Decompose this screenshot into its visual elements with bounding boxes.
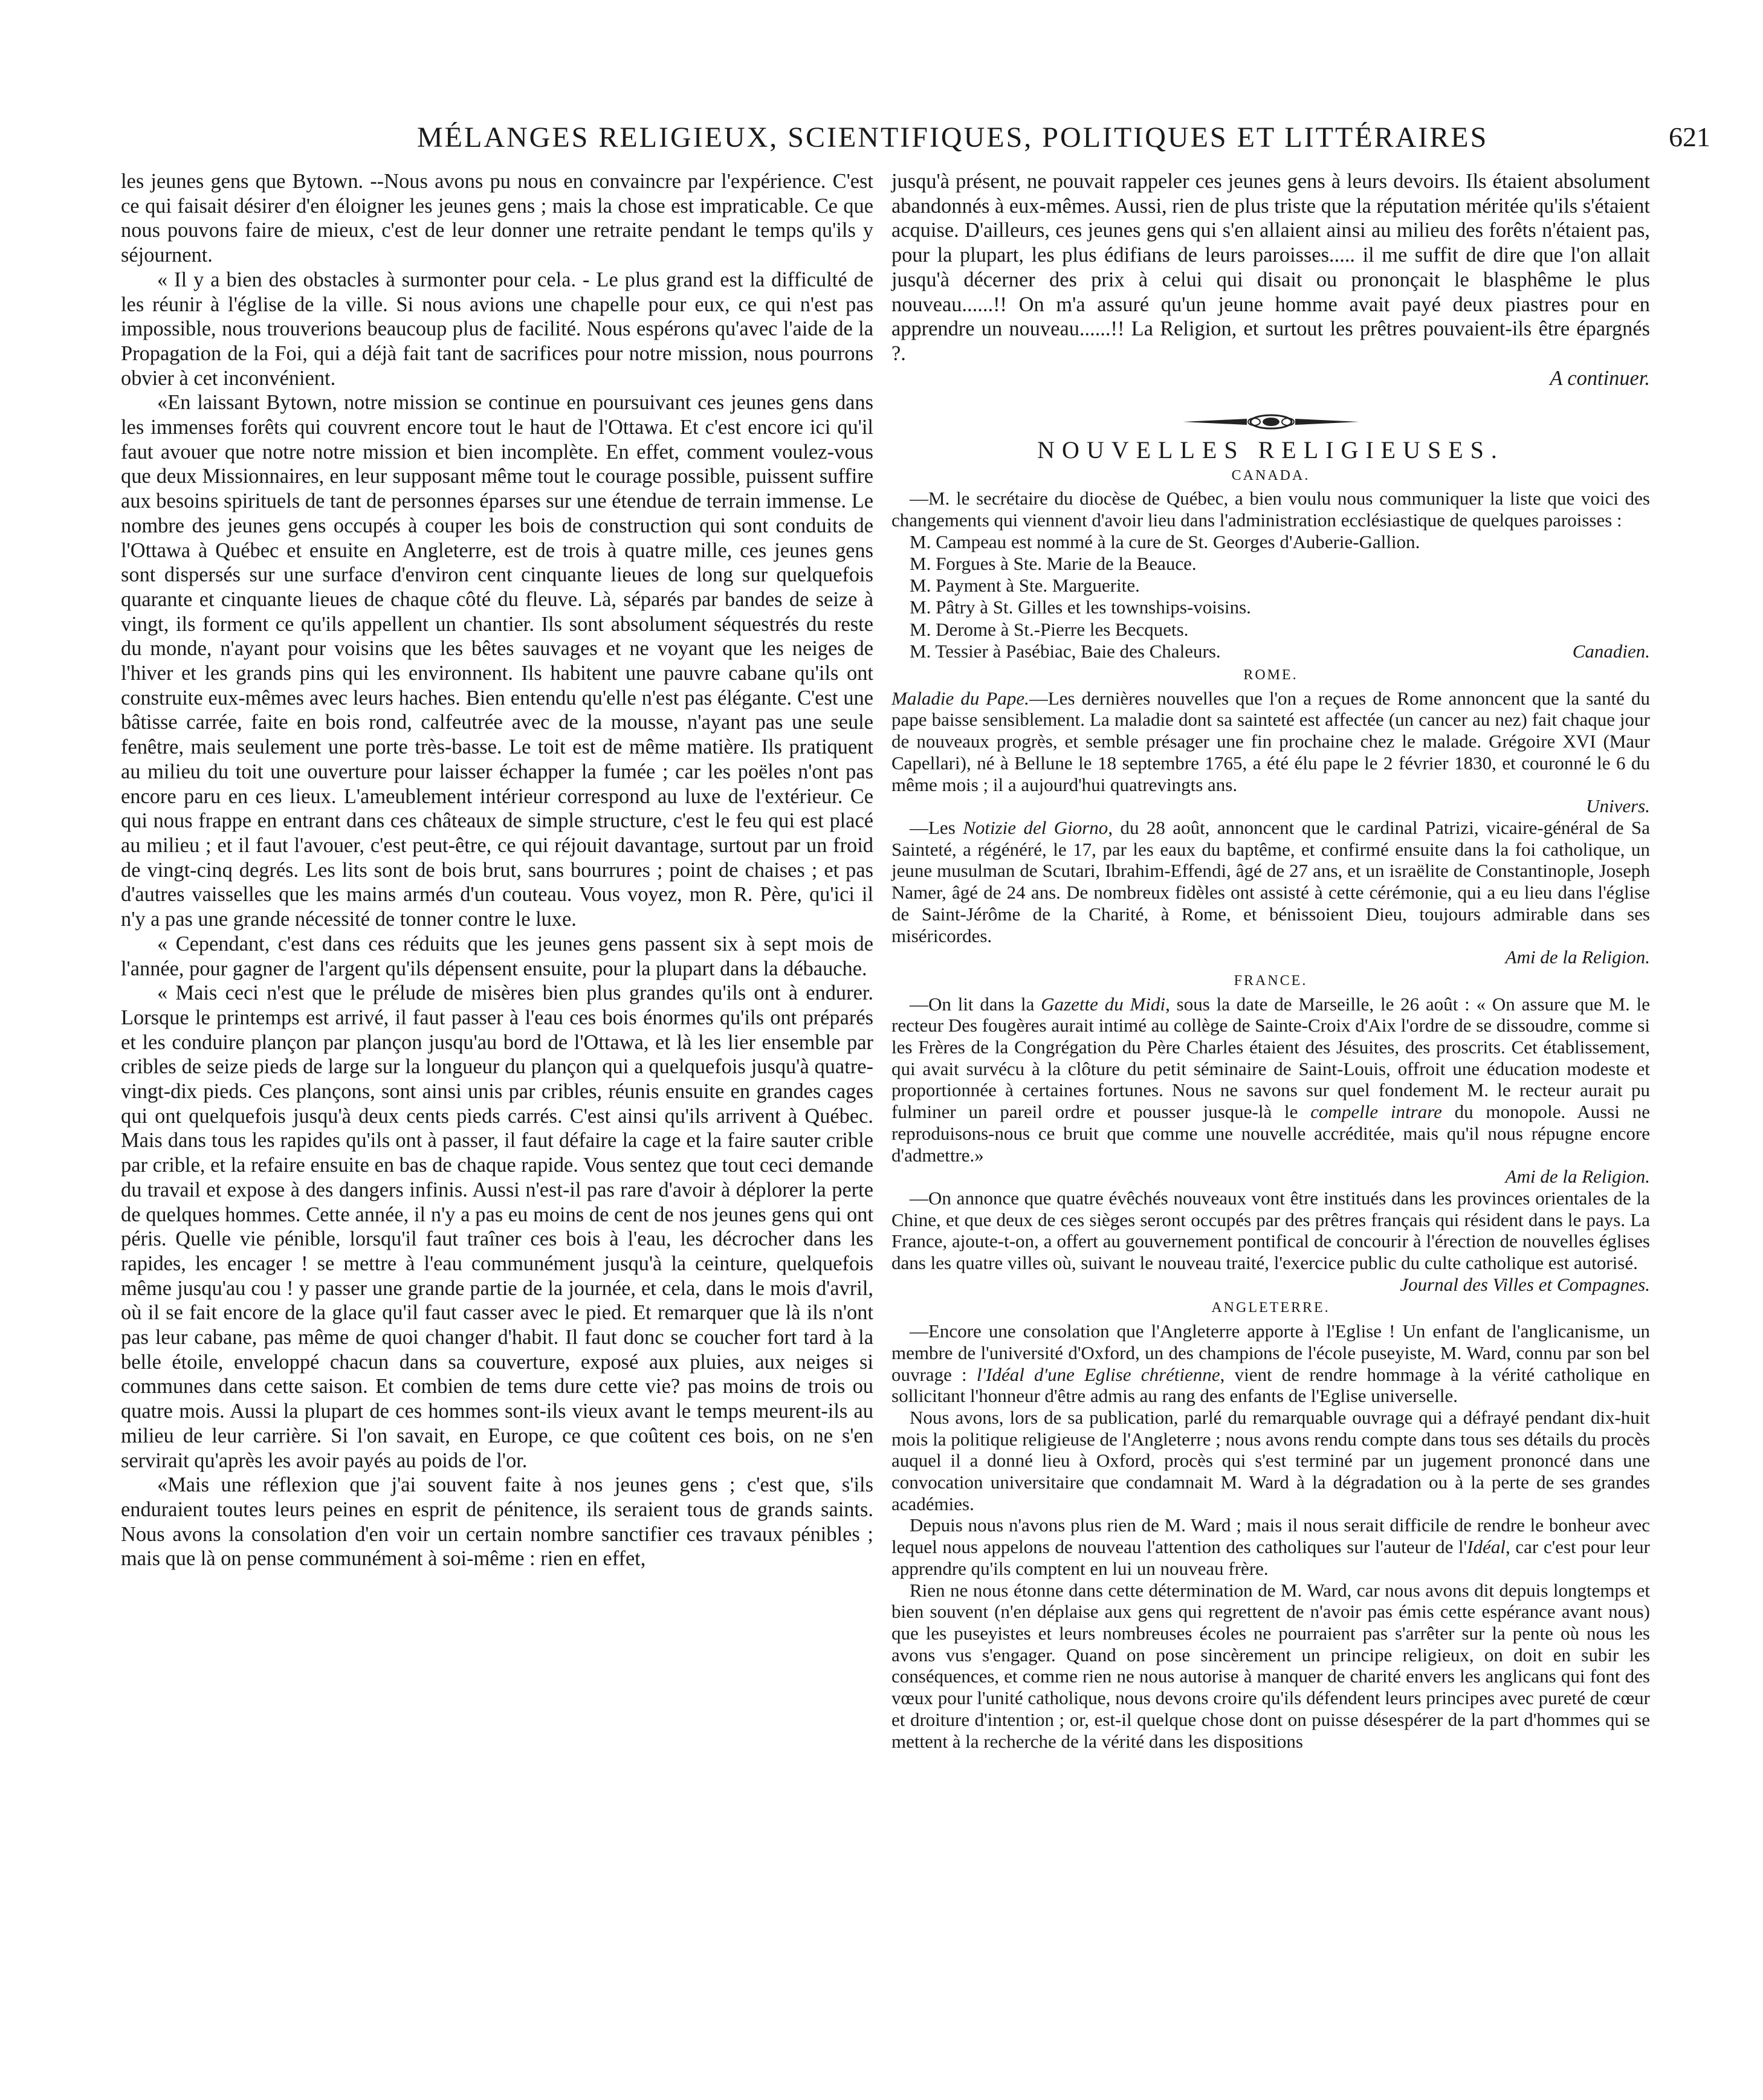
ornament-divider [891,411,1650,436]
item-italic: Idéal [1467,1536,1506,1558]
source-credit: Journal des Villes et Compagnes. [1400,1273,1650,1295]
appointments-list [910,531,1650,662]
item-body-end: , car c'est pour leur apprendre qu'ils comptent en lui un nouveau frère. [891,1536,1650,1579]
paragraph: les jeunes gens que Bytown. --Nous avons pu nous en convaincre par l'expérience. C'est ce qui faisait désirer d'en éloigner les jeunes gens ; mais la chose est impraticable. Ce que nous pouvons faire de mieux, c'est de leur donner une retraite pendant le temps qu'ils y séjournent. [121,170,873,267]
item-title: Notizie del Giorno [963,816,1108,838]
paragraph: « Il y a bien des obstacles à surmonter pour cela. - Le plus grand est la difficulté de les réunir à l'église de la ville. Si nous avions une chapelle pour eux, ce qui n'est pas impossible, nous trouverions beaucoup plus de facilité. Nous espérons qu'avec l'aide de la Propagation de la Foi, qui a déjà fait tant de sacrifices pour notre mission, nous pourrons obvier à cet inconvénient. [121,268,873,390]
item-body: —Encore une consolation que l'Angleterre apporte à l'Eglise ! Un enfant de l'anglicanisme, un membre de l'université d'Oxford, un des champions de l'école puseyiste, M. Ward, connu par son bel ouvrage : [891,1320,1650,1385]
paragraph: « Cependant, c'est dans ces réduits que les jeunes gens passent six à sept mois de l'année, pour gagner de l'argent qu'ils dépensent ensuite, pour la plupart dans la débauche. [121,932,873,980]
paragraph [891,1514,1650,1579]
subheading-rome: ROME. [1243,667,1298,683]
paragraph [891,817,1650,946]
section-title: NOUVELLES RELIGIEUSES. [1037,436,1504,464]
list-item: M. Pâtry à St. Gilles et les townships-voisins. [910,596,1251,618]
item-title: Maladie du Pape. [891,687,1029,709]
item-body-end: , vient de rendre hommage à la vérité catholique en sollicitant l'honneur d'être admis au rang des enfants de l'Eglise universelle. [891,1363,1650,1407]
ornament-icon [1180,414,1362,430]
item-title: Gazette du Midi [1041,993,1166,1015]
subheading-france: FRANCE. [1234,972,1308,989]
paragraph: « Mais ceci n'est que le prélude de misères bien plus grandes qu'ils ont à endurer. Lorsque le printemps est arrivé, il faut passer à l'eau ces bois énormes qu'ils ont préparés et les conduire plançon par plançon jusqu'au bord de l'Ottawa, et là les lier ensemble par cribles de seize pieds de large sur la longueur du plançon qui a quelquefois jusqu'à quatre-vingt-dix pieds. Ces plançons, sont ainsi unis par cribles, réunis ensuite en grandes cages qui ont quelquefois jusqu'à deux cents pieds carrés. C'est ainsi qu'ils arrivent à Québec. Mais dans tous les rapides qu'ils ont à passer, il faut défaire la cage et la faire sauter crible par crible, et la refaire ensuite en bas de chaque rapide. Vous sentez que tout ceci demande du travail et expose à des dangers infinis. Aussi n'est-il pas rare d'avoir à déplorer la perte de quelques hommes. Cette année, il n'y a pas eu moins de cent de nos jeunes gens qui ont péris. Quelle vie pénible, lorsqu'il faut traîner ces bois à l'eau, les décrocher dans les rapides, les encager ! se mettre à l'eau communément jusqu'à la ceinture, quelquefois même jusqu'au cou ! y passer une grande partie de la journée, et cela, dans le mois d'avril, où il se fait encore de la glace qu'il faut casser avec le pied. Et remarquer que là ils n'ont pas leur cabane, pas même de quoi changer d'habit. Il faut donc se coucher fort tard à la belle étoile, enveloppé chacun dans sa couverture, exposé aux pluies, aux neiges si communes dans cette saison. Et combien de tems dure cette vie? pas moins de trois ou quatre mois. Aussi la plupart de ces hommes sont-ils vieux avant le temps meurent-ils au milieu de leur carrière. Si l'on savait, en Europe, ce que coûtent ces bois, on ne s'en servirait qu'après les avoir payés au poids de l'or. [121,981,873,1472]
paragraph: —M. le secrétaire du diocèse de Québec, a bien voulu nous communiquer la liste que voici des changements qui viennent d'avoir lieu dans l'administration ecclésiastique de quelques paroisses : [891,488,1650,531]
list-item: M. Forgues à Ste. Marie de la Beauce. [910,553,1197,575]
continuation-paragraph: jusqu'à présent, ne pouvait rappeler ces jeunes gens à leurs devoirs. Ils étaient absolument abandonnés à eux-mêmes. Aussi, rien de plus triste que la réputation méritée qu'ils s'étaient acquise. D'ailleurs, ces jeunes gens qui s'en allaient ainsi au milieu des forêts n'étaient pas, pour la plupart, les plus édifians de leurs paroisses..... il me suffit de dire que l'on allait jusqu'à décerner des prix à celui qui disait ou prononçait le blasphême le plus nouveau......!! On m'a assuré qu'un jeune homme avait payé deux piastres pour en apprendre un nouveau......!! La Religion, et surtout les prêtres pouvaient-ils être épargnés ?. [891,170,1650,365]
list-item: M. Campeau est nommé à la cure de St. Georges d'Auberie-Gallion. [910,531,1420,552]
paragraph [891,1320,1650,1407]
right-column [891,169,1650,1752]
paragraph: Nous avons, lors de sa publication, parlé du remarquable ouvrage qui a défrayé pendant dix-huit mois la politique religieuse de l'Angleterre ; nous avons rendu compte dans tous ses détails du procès auquel il a donné lieu à Oxford, procès qui s'est terminé par un jugement prononcé dans une convocation universitaire que condamnait M. Ward à la dégradation ou à la perte de ses grandes académies. [891,1406,1650,1514]
item-prefix: —On lit dans la [910,993,1041,1015]
page-number: 621 [1669,121,1710,152]
continuation-signature: A continuer. [1550,366,1650,390]
item-body: , du 28 août, annoncent que le cardinal Patrizi, vicaire-général de Sa Sainteté, a régénéré, le 17, par les eaux du baptême, et confirmé ensuite dans la foi catholique, un jeune musulman de Scutari, Ibrahim-Effendi, âgé de 27 ans, et un israëlite de Constantinople, Joseph Namer, âgé de 24 ans. De nombreux fidèles ont assisté à cette cérémonie, qui a eu lieu dans l'église de Saint-Jérôme de la Charité, à Rome, et bénissoient Dieu, toujours admirable dans ses miséricordes. [891,816,1650,946]
left-column [121,169,873,1571]
source-credit: Ami de la Religion. [1505,1166,1650,1187]
news-canada [891,465,1650,1752]
paragraph: «En laissant Bytown, notre mission se continue en poursuivant ces jeunes gens dans les immenses forêts qui couvrent encore tout le haut de l'Ottawa. Et c'est encore ici qu'il faut avouer que notre notre mission et bien incomplète. En effet, comment voulez-vous que deux Missionnaires, en leur supposant même tout le courage possible, puissent suffire aux besoins spirituels de tant de personnes éparses sur une étendue de terrain immense. Le nombre des jeunes gens occupés à couper les bois de construction qui sont conduits de l'Ottawa à Québec et ensuite en Angleterre, est de trois à quatre mille, ces jeunes gens sont dispersés sur une surface d'environ cent cinquante lieues de long sur quelquefois quarante et cinquante lieues de chaque côté du fleuve. Là, séparés par bandes de seize à vingt, ils forment ce qu'ils appellent un chantier. Ils sont absolument séquestrés du reste du monde, n'ayant pour voisins que les bêtes sauvages et ne voyant que les neiges de l'hiver et les grands pins qui les environnent. Ils habitent une pauvre cabane qu'ils ont construite eux-mêmes avec leurs haches. Bien entendu qu'elle n'est pas élégante. C'est une bâtisse carrée, faite en bois rond, calfeutrée avec de la mousse, n'ayant pas une seule fenêtre, mais seulement une porte très-basse. Le toit est de même matière. Ils pratiquent au milieu du toit une ouverture pour laisser échapper la fumée ; car les poëles n'ont pas encore paru en ces lieux. L'ameublement intérieur correspond au luxe de l'extérieur. Ce qui nous frappe en entrant dans ces châteaux de simple structure, c'est le feu qui est placé au milieu ; et il faut l'avouer, c'est peut-être, ce qui réjouit davantage, surtout par un froid de vingt-cinq degrés. Les lits sont de bois brut, sans bourrures ; point de chaises ; et pas d'autres vaisselles que les mains armés d'un couteau. Vous voyez, mon R. Père, qu'ici il n'y a pas une grande nécessité de tonner contre le luxe. [121,391,873,931]
paragraph: Rien ne nous étonne dans cette détermination de M. Ward, car nous avons dit depuis longtemps et bien souvent (n'en déplaise aux gens qui regrettent de n'avoir pas émis cette espérance avant nous) que les puseyistes et leurs nombreuses écoles ne pourraient pas s'arrêter sur la pente où nous les avons vus s'engager. Quand on pose sincèrement un principe religieux, on doit en subir les conséquences, et comme rien ne nous autorise à manquer de charité envers les anglicans qui font des vœux pour l'unité catholique, nous devons croire qu'ils défendent leurs principes avec pureté de cœur et droiture d'intention ; or, est-il quelque chose dont on puisse désespérer de la part d'hommes qui se mettent à la recherche de la vérité dans les dispositions [891,1579,1650,1752]
running-header [91,121,1716,157]
source-credit: Univers. [1586,795,1650,817]
item-body: , sous la date de Marseille, le 26 août : « On assure que M. le recteur Des fougères aurait intimé au collège de Sainte-Croix d'Aix l'ordre de se dissoudre, comme si les Frères de la Congrégation du Père Charles étaient des Jésuites, des proscrits. Cet établissement, qui avait survécu à la clôture du petit séminaire de Saint-Louis, offroit une éducation modeste et proportionnée à certaines fortunes. Nous ne savons sur quel fondement M. le recteur aurait pu fulminer un pareil ordre et pousser jusque-là le [891,993,1650,1123]
list-item: M. Tessier à Pasébiac, Baie des Chaleurs. [910,640,1221,662]
item-body: Depuis nous n'avons plus rien de M. Ward ; mais il nous serait difficile de rendre le bonheur avec lequel nous appelons de nouveau l'attention des catholiques sur l'auteur de l' [891,1514,1650,1558]
item-body: —Les dernières nouvelles que l'on a reçues de Rome annoncent que la santé du pape baisse sensiblement. La maladie dont sa sainteté est affectée (un cancer au nez) fait chaque jour de nouveaux progrès, et semble présager une fin prochaine chez le malade. Grégoire XVI (Maur Capellari), né à Bellune le 18 septembre 1765, a été élu pape le 2 février 1830, et couronné le 6 du même mois ; il a aujourd'hui quatrevingts ans. [891,687,1650,795]
paragraph: «Mais une réflexion que j'ai souvent faite à nos jeunes gens ; c'est que, s'ils enduraient toutes leurs peines en esprit de pénitence, ils seraient tous de grands saints. Nous avons la consolation d'en voir un certain nombre sanctifier ces travaux pénibles ; mais que là on pense communément à soi-même : rien en effet, [121,1473,873,1571]
list-item-last [910,641,1650,662]
paragraph: —On annonce que quatre évêchés nouveaux vont être institués dans les provinces orientales de la Chine, et que deux de ces sièges seront occupés par des prêtres français qui résident dans le pays. La France, ajoute-t-on, a offert au gouvernement pontifical de concourir à l'érection de nouvelles églises dans les quatre villes où, suivant le nouveau traité, l'exercice public du culte catholique est autorisé. [891,1187,1650,1274]
paragraph [891,688,1650,796]
source-credit: Ami de la Religion. [1505,946,1650,968]
item-body-end: du monopole. Aussi ne reproduisons-nous ce bruit que comme une nouvelle accréditée, mais qu'il nous répugne encore d'admettre.» [891,1101,1650,1166]
journal-title: MÉLANGES RELIGIEUX, SCIENTIFIQUES, POLITIQUES ET LITTÉRAIRES [417,121,1489,153]
paragraph [891,993,1650,1166]
subheading-england: ANGLETERRE. [1211,1300,1330,1316]
item-italic: compelle intrare [1310,1101,1442,1123]
item-italic: l'Idéal d'une Eglise chrétienne [976,1363,1220,1385]
list-item: M. Derome à St.-Pierre les Becquets. [910,618,1189,640]
source-credit: Canadien. [1572,640,1650,662]
list-item: M. Payment à Ste. Marguerite. [910,575,1140,596]
subheading-canada: CANADA. [1231,467,1310,483]
item-prefix: —Les [910,816,963,838]
